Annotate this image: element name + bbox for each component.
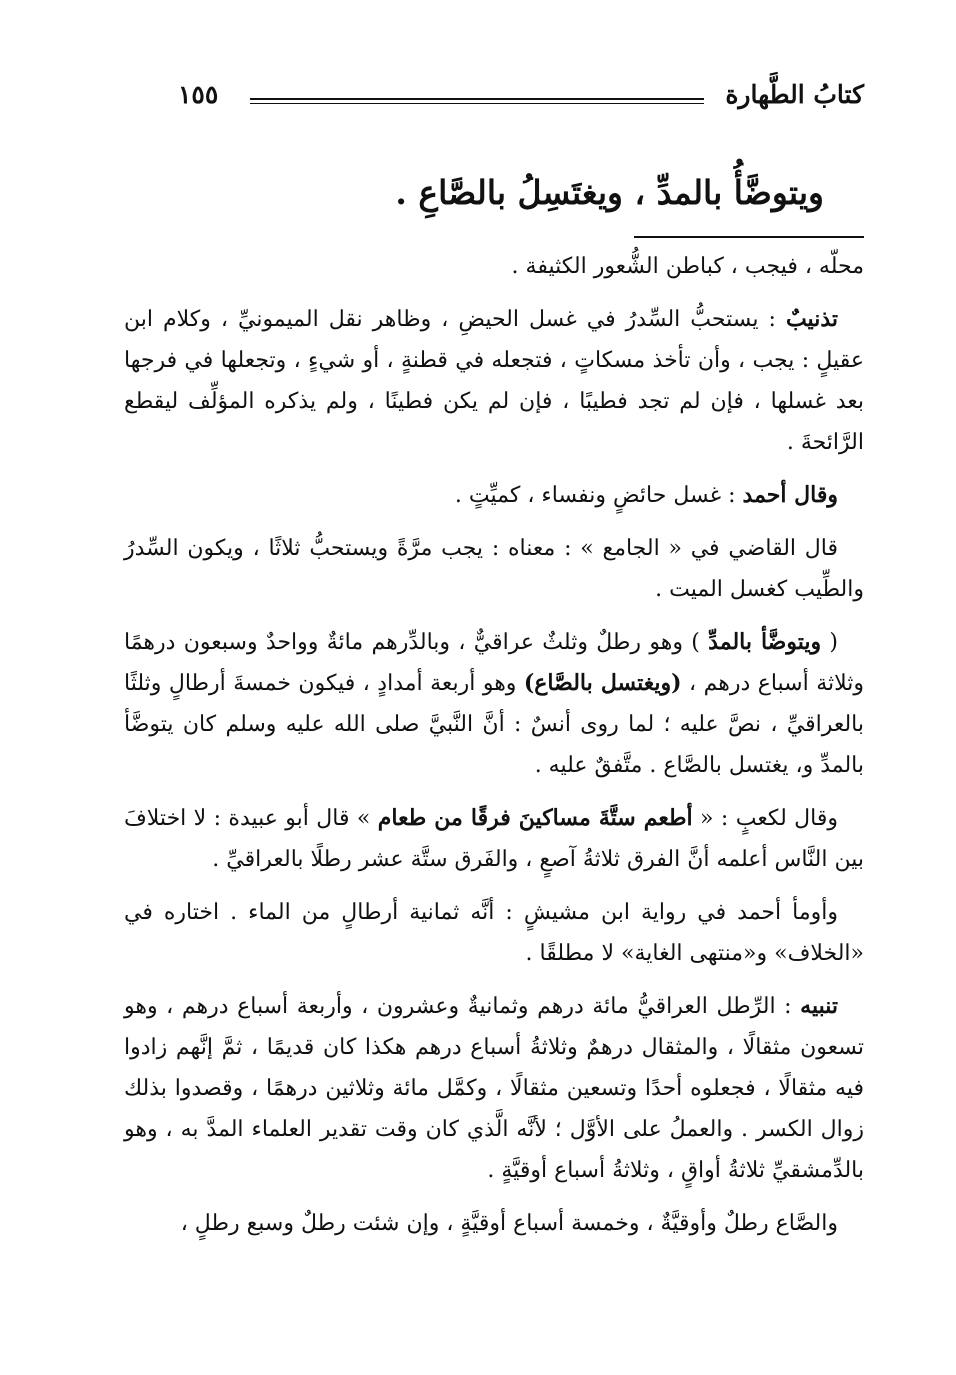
paragraph-7: وأومأ أحمد في رواية ابن مشيشٍ : أنَّه ثمانية أرطالٍ من الماء . اختاره في «الخلاف» و«منتهى الغاية» لا مطلقًا . (124, 900, 864, 966)
paragraph-5: ( ويتوضَّأ بالمدِّ ) وهو رطلٌ وثلثٌ عراقيٌّ ، وبالدِّرهم مائةٌ وواحدٌ وسبعون درهمًا وثلاثة أسباع درهم ، (ويغتسل بالصَّاع) وهو أربعة أمدادٍ ، فيكون خمسةَ أرطالٍ وثلثًا بالعراقيِّ ، نصَّ عليه ؛ لما روى أنسٌ : أنَّ النَّبيَّ صلى الله عليه وسلم كان يتوضَّأ بالمدِّ و، يغتسل بالصَّاع . متَّفقٌ عليه . (124, 629, 864, 778)
header-rule (250, 98, 704, 100)
commentary (124, 246, 864, 1256)
paragraph-2: تذنيبٌ : يستحبُّ السِّدرُ في غسل الحيضِ ، وظاهر نقل الميمونيِّ ، وكلام ابن عقيلٍ : يجب ، وأن تأخذ مسكاتٍ ، فتجعله في قطنةٍ ، أو شيءٍ ، وتجعلها في فرجها بعد غسلها ، فإن لم تجد فطيبًا ، فإن لم يكن فطينًا ، ولم يذكره المؤلِّف ليقطع الرَّائحةَ . (124, 306, 864, 455)
paragraph-6: وقال لكعبٍ : « أطعم ستَّةَ مساكينَ فرقًا من طعام » قال أبو عبيدة : لا اختلافَ بين النَّاس أعلمه أنَّ الفرق ثلاثةُ آصعٍ ، والفَرق ستَّة عشر رطلًا بالعراقيِّ . (124, 805, 864, 872)
hadith-quote: أطعم ستَّةَ مساكينَ فرقًا من طعام (377, 805, 693, 831)
term-tanbih: تنبيه (800, 993, 838, 1019)
paragraph-1: محلّه ، فيجب ، كباطن الشُّعور الكثيفة . (511, 254, 864, 279)
page-number: ١٥٥ (178, 80, 219, 109)
header-rule-thin (250, 103, 704, 104)
quote-mudd: ويتوضَّأ بالمدِّ (708, 629, 822, 655)
separator-rule (634, 236, 864, 238)
paragraph-3: وقال أحمد : غسل حائضٍ ونفساء ، كميِّتٍ . (454, 482, 838, 508)
paragraph-8: تنبيه : الرِّطل العراقيُّ مائة درهم وثمانيةٌ وعشرون ، وأربعة أسباع درهم ، وهو تسعون مثقالًا ، والمثقال درهمٌ وثلاثةُ أسباع درهم هكذا كان قديمًا ، ثمَّ إنَّهم زادوا فيه مثقالًا ، فجعلوه أحدًا وتسعين مثقالًا ، وكمَّل مائة وثلاثين درهمًا ، وقصدوا بذلك زوال الكسر . والعملُ على الأوَّل ؛ لأنَّه الَّذي كان وقت تقدير العلماء المدَّ به ، وهو بالدِّمشقيِّ ثلاثةُ أواقٍ ، وثلاثةُ أسباع أوقيَّةٍ . (124, 993, 864, 1183)
quote-saa: (ويغتسل بالصَّاع) (523, 670, 682, 696)
term-tadhnib: تذنيبٌ (785, 306, 838, 332)
term-ahmad: وقال أحمد (742, 482, 838, 508)
paragraph-9: والصَّاع رطلٌ وأوقيَّةٌ ، وخمسة أسباع أوقيَّةٍ ، وإن شئت رطلٌ وسبع رطلٍ ، (180, 1211, 838, 1236)
paragraph-4: قال القاضي في « الجامع » : معناه : يجب مرَّةً ويستحبُّ ثلاثًا ، ويكون السِّدرُ والطِّيب كغسل الميت . (124, 536, 864, 602)
book-title: كتابُ الطَّهارة (725, 80, 864, 109)
running-header (120, 72, 864, 118)
main-text: ويتوضَّأُ بالمدِّ ، ويغتَسِلُ بالصَّاعِ . (395, 173, 824, 212)
